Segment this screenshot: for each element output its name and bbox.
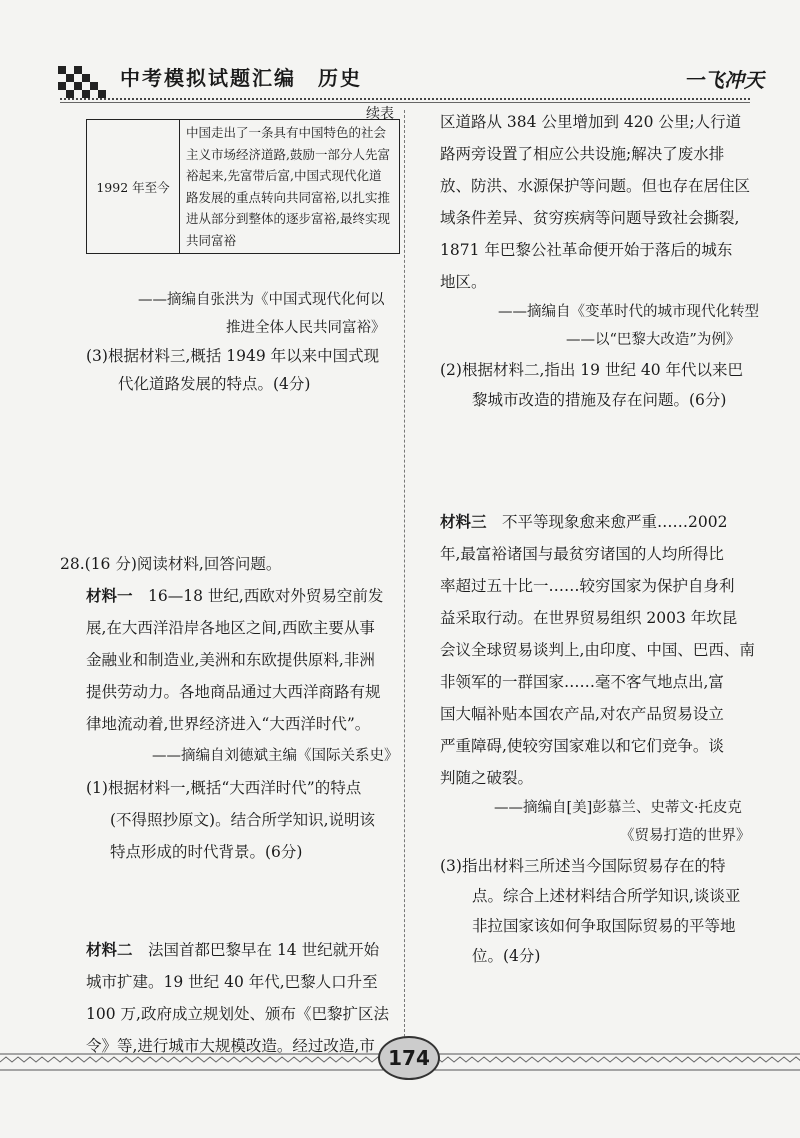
question-3b-line: 点。综合上述材料结合所学知识,谈谈亚: [472, 887, 741, 905]
source-line: ——摘编自张洪为《中国式现代化何以: [138, 292, 385, 308]
question-1-line: (1)根据材料一,概括“大西洋时代”的特点: [86, 779, 362, 797]
material-1-line: 提供劳动力。各地商品通过大西洋商路有规: [86, 683, 381, 701]
material-2-cont-line: 路两旁设置了相应公共设施;解决了废水排: [440, 145, 725, 163]
continued-table-label: 续表: [366, 106, 394, 122]
material-2-line: 100 万,政府成立规划处、颁布《巴黎扩区法: [86, 1005, 389, 1023]
header-rule: [60, 98, 750, 100]
material-2-line: 城市扩建。19 世纪 40 年代,巴黎人口升至: [86, 973, 378, 991]
table-desc-cell: 中国走出了一条具有中国特色的社会主义市场经济道路,鼓励一部分人先富裕起来,先富带后富,中国式现代化道路发展的重点转向共同富裕,以扎实推进从部分到整体的逐步富裕,最终实现共同富裕: [180, 120, 400, 254]
question-3b-line: (3)指出材料三所述当今国际贸易存在的特: [440, 857, 726, 875]
material-2-line: 法国首都巴黎早在 14 世纪就开始: [132, 941, 380, 959]
material-3-label: 材料三: [440, 512, 487, 531]
question-2-line: (2)根据材料二,指出 19 世纪 40 年代以来巴: [440, 361, 744, 379]
table-row: [87, 120, 400, 254]
question-1-line: 特点形成的时代背景。(6分): [110, 843, 303, 861]
material-1-line: 展,在大西洋沿岸各地区之间,西欧主要从事: [86, 619, 375, 637]
table-year-cell: 1992 年至今: [87, 120, 180, 254]
material-2-cont-line: 域条件差异、贫穷疾病等问题导致社会撕裂,: [440, 209, 740, 227]
question-2-line: 黎城市改造的措施及存在问题。(6分): [472, 391, 727, 409]
material-3-line: 不平等现象愈来愈严重……2002: [486, 513, 728, 531]
material-3-line: 益采取行动。在世界贸易组织 2003 年坎昆: [440, 609, 738, 627]
material-2-line: 令》等,进行城市大规模改造。经过改造,市: [86, 1037, 375, 1055]
material-2-cont-line: 地区。: [440, 273, 487, 291]
header-rule-thin: [60, 102, 750, 103]
material-1-line: 金融业和制造业,美洲和东欧提供原料,非洲: [86, 651, 375, 669]
continued-table: [86, 119, 400, 254]
checker-logo-icon: [58, 66, 110, 100]
material-2-cont-line: 区道路从 384 公里增加到 420 公里;人行道: [440, 113, 742, 131]
material-3-source: ——摘编自[美]彭慕兰、史蒂文·托皮克: [494, 800, 742, 816]
question-3-line: 代化道路发展的特点。(4分): [118, 375, 311, 393]
header-title: 中考模拟试题汇编 历史: [120, 66, 362, 90]
brand-logo-text: 一飞冲天: [684, 68, 764, 92]
question-28-heading: 28.(16 分)阅读材料,回答问题。: [60, 555, 282, 573]
material-3-line: 会议全球贸易谈判上,由印度、中国、巴西、南: [440, 641, 755, 659]
material-2-source: ——摘编自《变革时代的城市现代化转型: [498, 304, 759, 320]
material-3-line: 严重障碍,使较穷国家难以和它们竞争。谈: [440, 737, 724, 755]
question-3-line: (3)根据材料三,概括 1949 年以来中国式现: [86, 347, 380, 365]
material-2-label: 材料二: [86, 940, 133, 959]
material-2-cont-line: 1871 年巴黎公社革命便开始于落后的城东: [440, 241, 733, 259]
question-1-line: (不得照抄原文)。结合所学知识,说明该: [110, 811, 376, 829]
question-3b-line: 非拉国家该如何争取国际贸易的平等地: [472, 917, 736, 935]
material-3-line: 判随之破裂。: [440, 769, 534, 787]
page-number: 174: [378, 1036, 440, 1080]
material-3-line: 率超过五十比一……较穷国家为保护自身利: [440, 577, 735, 595]
material-1-line: 16—18 世纪,西欧对外贸易空前发: [132, 587, 384, 605]
material-3-source: 《贸易打造的世界》: [620, 828, 751, 844]
material-1-source: ——摘编自刘德斌主编《国际关系史》: [152, 748, 399, 764]
material-3-line: 非领军的一群国家……毫不客气地点出,富: [440, 673, 724, 691]
material-3-line: 年,最富裕诸国与最贫穷诸国的人均所得比: [440, 545, 724, 563]
material-3-line: 国大幅补贴本国农产品,对农产品贸易设立: [440, 705, 724, 723]
material-1-label: 材料一: [86, 586, 133, 605]
source-line: 推进全体人民共同富裕》: [226, 320, 386, 336]
material-2-cont-line: 放、防洪、水源保护等问题。但也存在居住区: [440, 177, 751, 195]
question-3b-line: 位。(4分): [472, 947, 541, 965]
material-1-line: 律地流动着,世界经济进入“大西洋时代”。: [86, 715, 371, 733]
column-divider: [404, 110, 405, 1042]
material-2-source: ——以“巴黎大改造”为例》: [566, 332, 741, 348]
